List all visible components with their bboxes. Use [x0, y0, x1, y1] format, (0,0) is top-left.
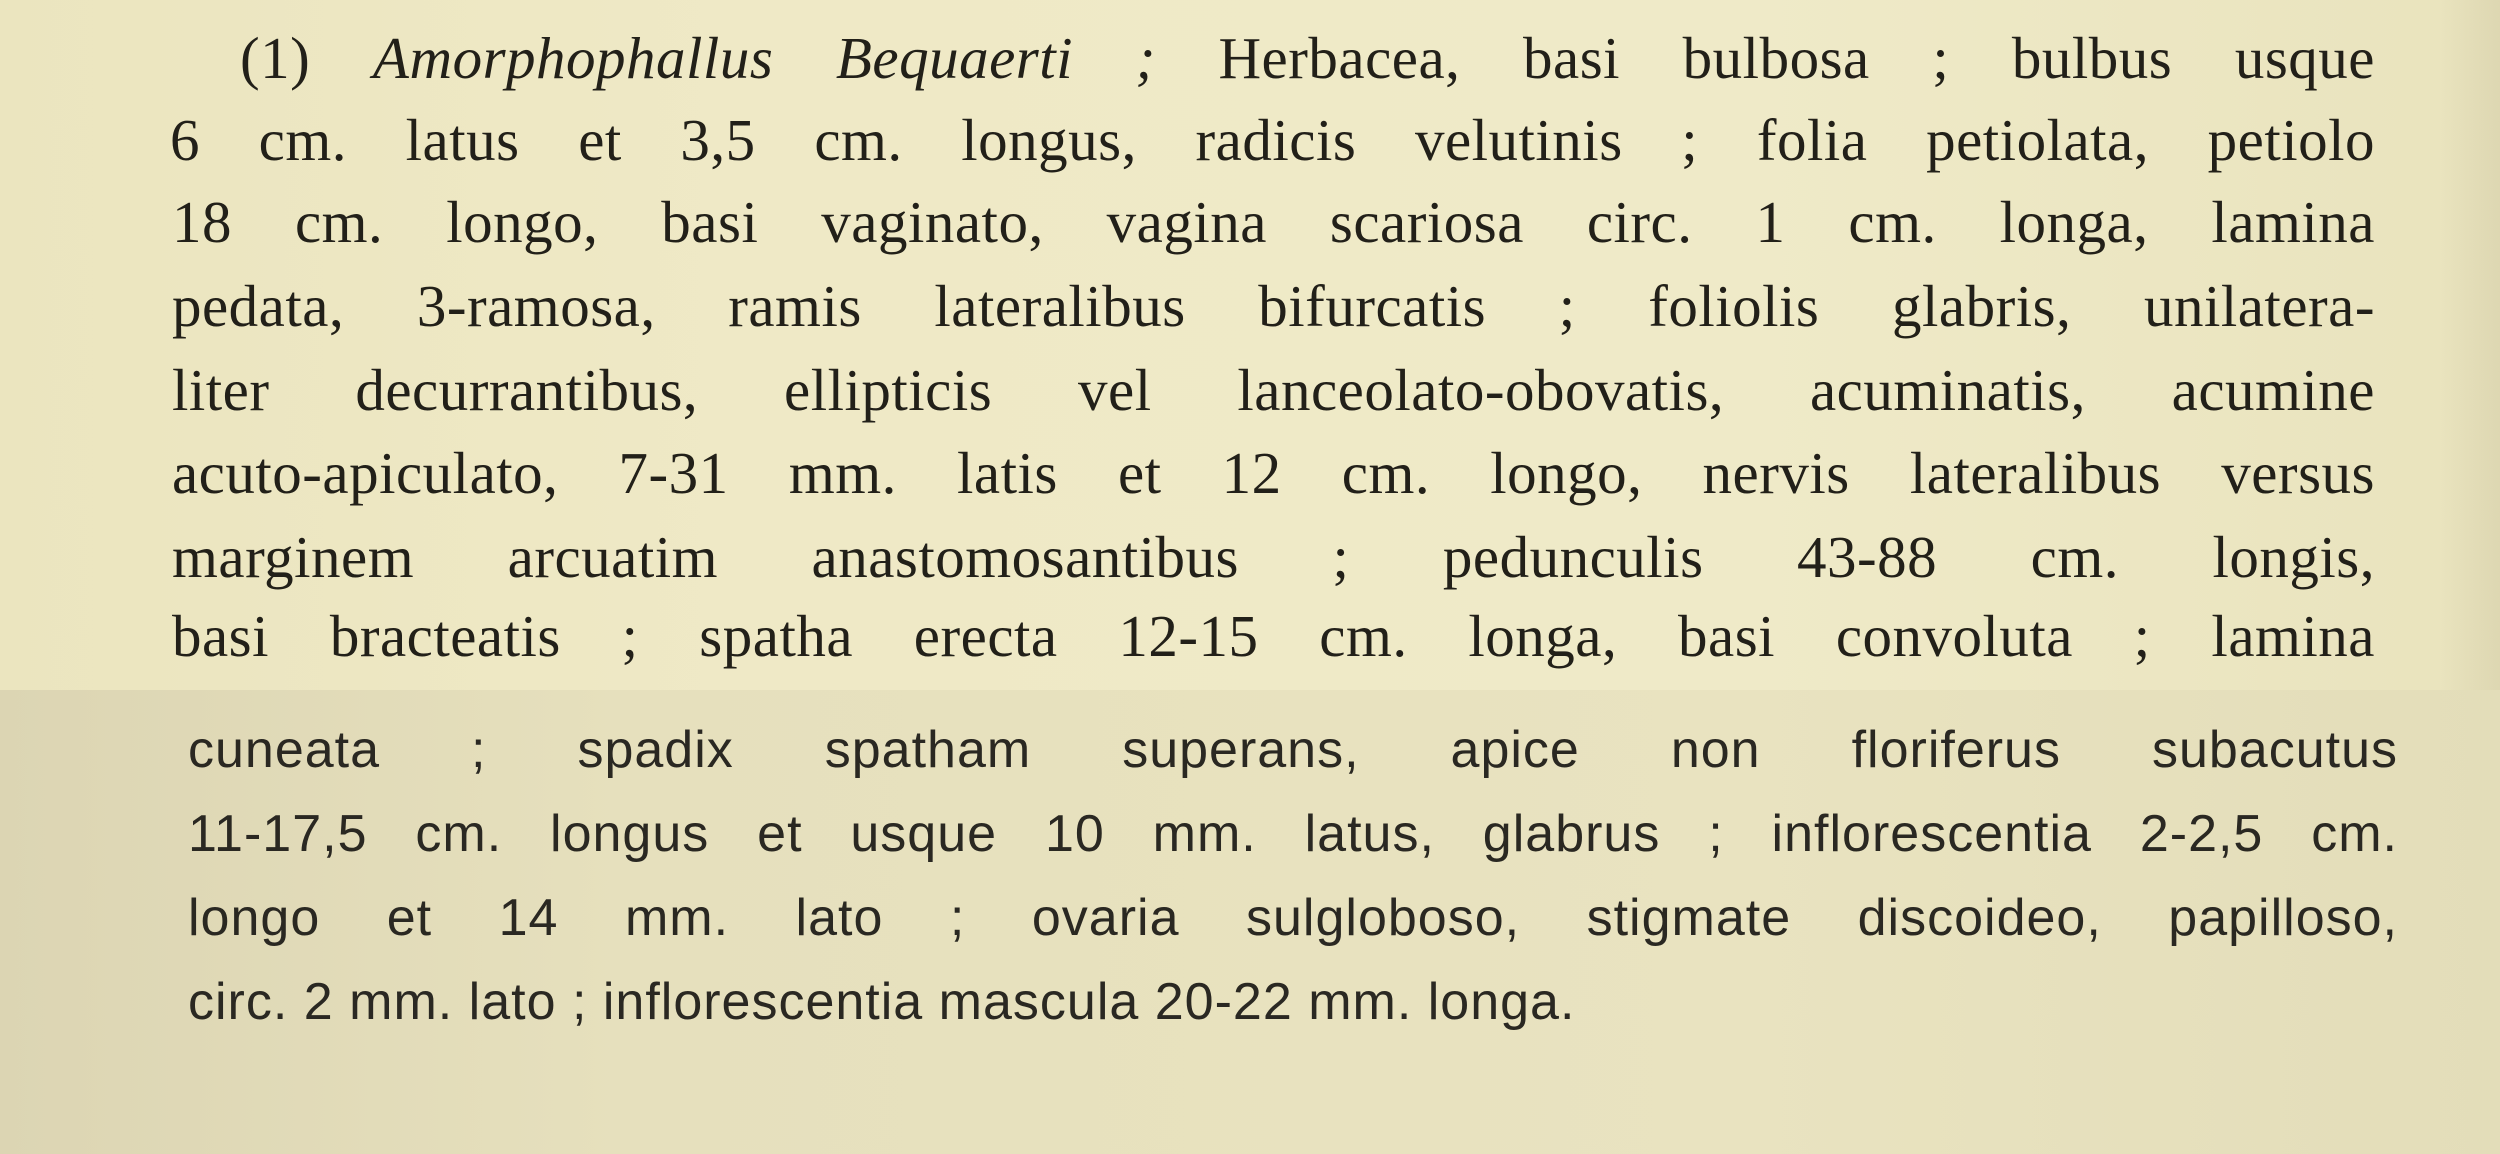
footnote-number: (1)	[240, 25, 311, 91]
lower-scan-band	[0, 690, 2500, 1154]
description-start: Herbacea, basi bulbosa ; bulbus usque	[1218, 25, 2375, 91]
paragraph-line-5: liter decurrantibus, ellipticis vel lanceolato-obovatis, acuminatis, acumine	[172, 357, 2375, 423]
paragraph-line-3: 18 cm. longo, basi vaginato, vagina scariosa circ. 1 cm. longa, lamina	[172, 189, 2375, 255]
species-name: Amorphophallus Bequaerti ;	[372, 25, 1156, 91]
page-edge-shadow	[2440, 0, 2500, 690]
paragraph-line-2: 6 cm. latus et 3,5 cm. longus, radicis velutinis ; folia petiolata, petiolo	[170, 107, 2375, 173]
paragraph-line-11: longo et 14 mm. lato ; ovaria sulgloboso, stigmate discoideo, papilloso,	[188, 889, 2398, 947]
paragraph-line-10: 11-17,5 cm. longus et usque 10 mm. latus, glabrus ; inflorescentia 2-2,5 cm.	[188, 805, 2398, 863]
paragraph-line-8: basi bracteatis ; spatha erecta 12-15 cm. longa, basi convoluta ; lamina	[172, 603, 2375, 669]
paragraph-line-12: circ. 2 mm. lato ; inflorescentia mascula 20-22 mm. longa.	[188, 973, 1576, 1031]
paragraph-line-4: pedata, 3-ramosa, ramis lateralibus bifurcatis ; foliolis glabris, unilatera-	[172, 273, 2375, 339]
paragraph-line-6: acuto-apiculato, 7-31 mm. latis et 12 cm. longo, nervis lateralibus versus	[172, 440, 2375, 506]
paragraph-line-1	[240, 25, 2375, 91]
paragraph-line-7: marginem arcuatim anastomosantibus ; pedunculis 43-88 cm. longis,	[172, 524, 2375, 590]
paragraph-line-9: cuneata ; spadix spatham superans, apice non floriferus subacutus	[188, 721, 2398, 779]
